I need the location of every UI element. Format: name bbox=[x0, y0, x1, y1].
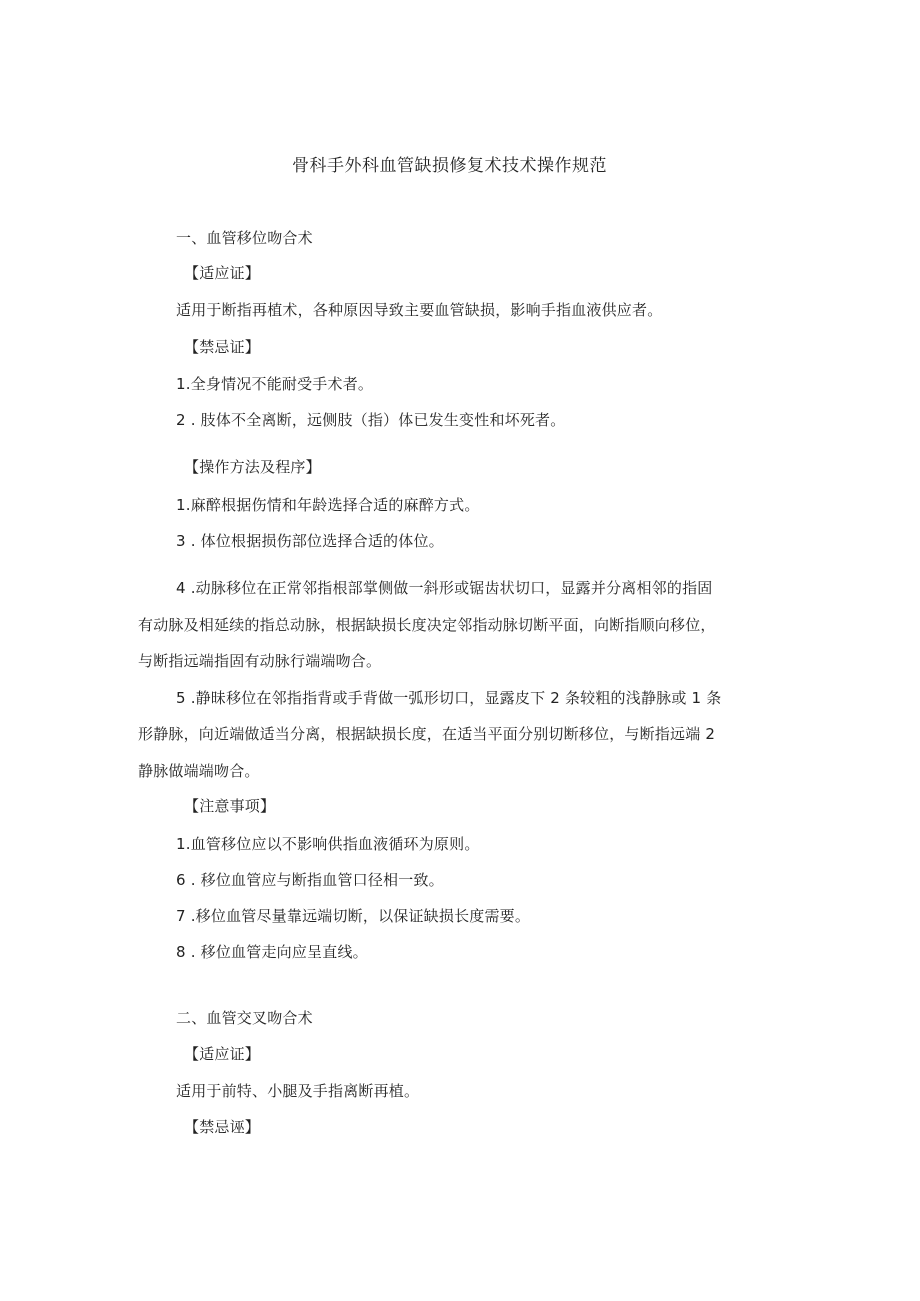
list-item: 2 . 肢体不全离断，远侧肢（指）体已发生变性和坏死者。 bbox=[176, 411, 566, 429]
subheading-contraindications-2: 【禁忌诬】 bbox=[184, 1118, 261, 1136]
list-item: 7 .移位血管尽量靠远端切断，以保证缺损长度需要。 bbox=[176, 907, 531, 925]
subheading-indications-2: 【适应证】 bbox=[184, 1045, 261, 1063]
paragraph-line: 形静脉，向近端做适当分离，根据缺损长度，在适当平面分别切断移位，与断指远端 2 bbox=[138, 725, 716, 743]
section-heading-1: 一、血管移位吻合术 bbox=[176, 229, 313, 247]
list-item: 1.血管移位应以不影响供指血液循环为原则。 bbox=[176, 835, 480, 853]
list-item: 8 . 移位血管走向应呈直线。 bbox=[176, 943, 368, 961]
list-item: 6 . 移位血管应与断指血管口径相一致。 bbox=[176, 871, 444, 889]
paragraph-line: 静脉做端端吻合。 bbox=[138, 762, 260, 780]
subheading-contraindications-1: 【禁忌证】 bbox=[184, 338, 261, 356]
paragraph: 适用于断指再植术，各种原因导致主要血管缺损，影响手指血液供应者。 bbox=[176, 301, 663, 319]
list-item: 3 . 体位根据损伤部位选择合适的体位。 bbox=[176, 532, 444, 550]
subheading-procedure: 【操作方法及程序】 bbox=[184, 458, 321, 476]
list-item: 1.麻醉根据伤情和年龄选择合适的麻醉方式。 bbox=[176, 496, 480, 514]
paragraph-line: 5 .静昧移位在邻指指背或手背做一弧形切口，显露皮下 2 条较粗的浅静脉或 1 条 bbox=[176, 689, 722, 707]
paragraph-line: 有动脉及相延续的指总动脉，根据缺损长度决定邻指动脉切断平面，向断指顺向移位， bbox=[138, 616, 716, 634]
section-heading-2: 二、血管交叉吻合术 bbox=[176, 1009, 313, 1027]
subheading-notes: 【注意事项】 bbox=[184, 797, 276, 815]
paragraph-line: 4 .动脉移位在正常邻指根部掌侧做一斜形或锯齿状切口，显露并分离相邻的指固 bbox=[176, 579, 713, 597]
subheading-indications-1: 【适应证】 bbox=[184, 264, 261, 282]
paragraph-line: 与断指远端指固有动脉行端端吻合。 bbox=[138, 652, 382, 670]
page-title: 骨科手外科血管缺损修复术技术操作规范 bbox=[292, 156, 607, 176]
paragraph: 适用于前特、小腿及手指离断再植。 bbox=[176, 1082, 420, 1100]
list-item: 1.全身情况不能耐受手术者。 bbox=[176, 375, 374, 393]
